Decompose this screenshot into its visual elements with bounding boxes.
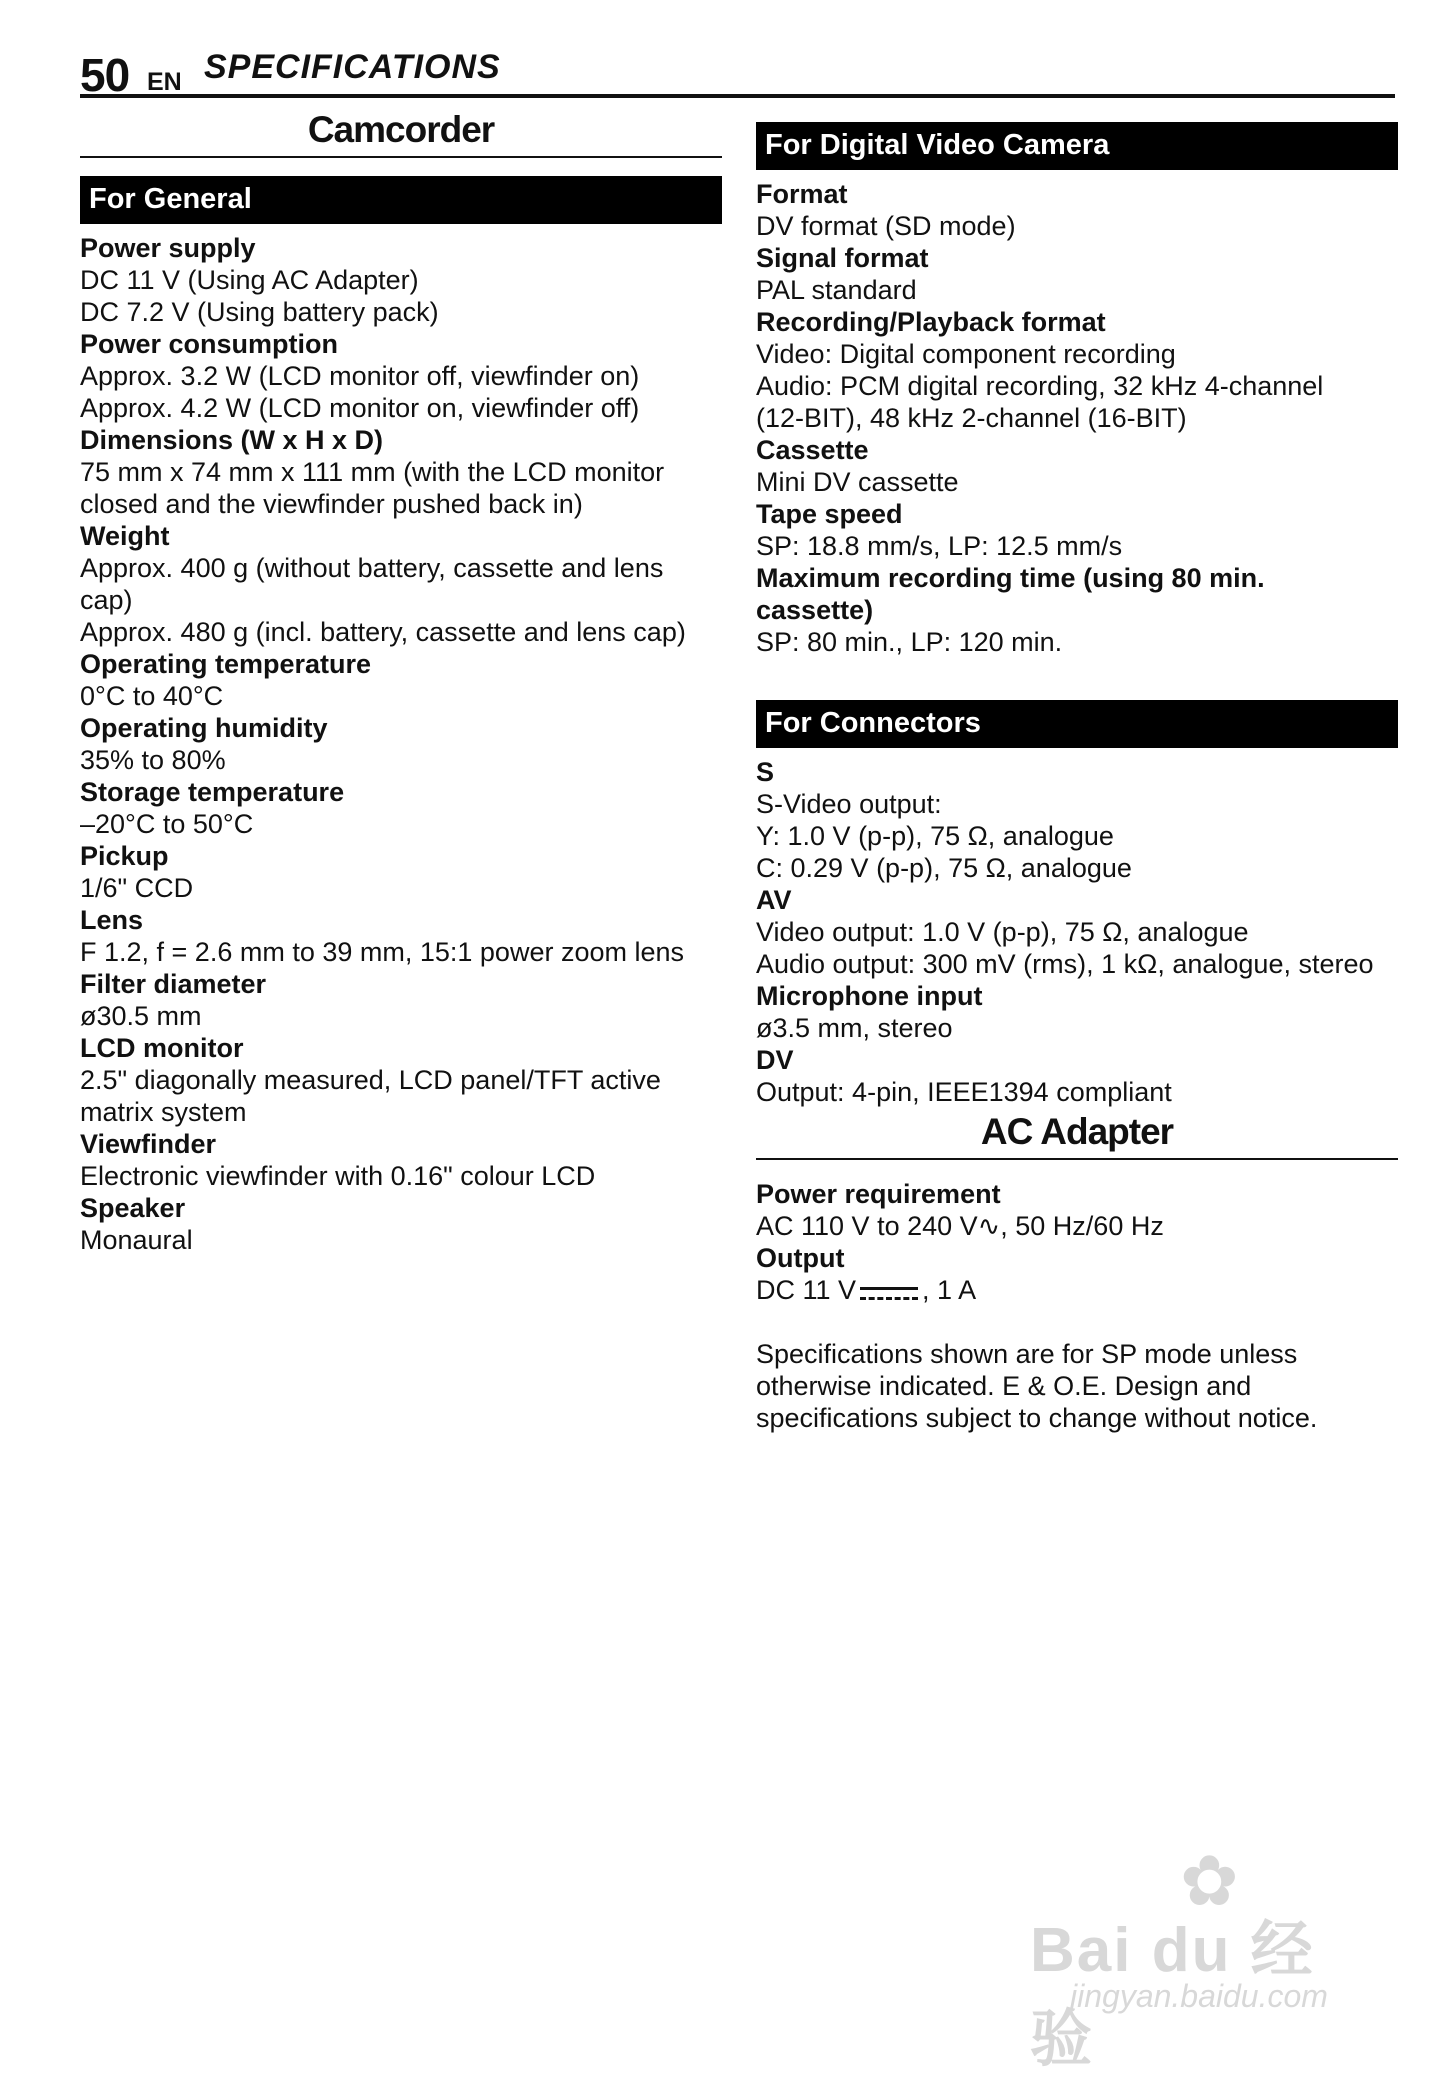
spec-value: SP: 80 min., LP: 120 min. (756, 627, 1063, 657)
spec-item (756, 434, 1398, 498)
spec-label: Maximum recording time (using 80 min. (756, 563, 1265, 593)
spec-value: F 1.2, f = 2.6 mm to 39 mm, 15:1 power zoom lens (80, 937, 685, 967)
right-column (756, 122, 1398, 1434)
note-line: specifications subject to change without notice. (756, 1403, 1318, 1433)
spec-power-requirement (756, 1178, 1398, 1242)
ac-adapter-title: AC Adapter (980, 1111, 1174, 1152)
spec-label: Power supply (80, 233, 256, 263)
spec-value: closed and the viewfinder pushed back in) (80, 489, 583, 519)
spec-label: Operating temperature (80, 649, 372, 679)
output-suffix: , 1 A (922, 1275, 977, 1305)
page-number: 50 (80, 49, 130, 101)
baidu-watermark (1030, 1840, 1370, 2074)
watermark-brand: Bai du 经验 (1030, 1916, 1315, 2074)
spec-value: DC 11 V (Using AC Adapter) (80, 265, 419, 295)
spec-item (80, 1032, 722, 1128)
output-prefix: DC 11 V (756, 1275, 857, 1305)
spec-value: Y: 1.0 V (p-p), 75 Ω, analogue (756, 821, 1114, 851)
spec-label: AV (756, 885, 792, 915)
band-for-digital-video-camera: For Digital Video Camera (756, 122, 1398, 170)
note-line: Specifications shown are for SP mode unless (756, 1339, 1298, 1369)
connectors-spec-list (756, 756, 1398, 1108)
spec-label: Speaker (80, 1193, 186, 1223)
spec-label: Format (756, 179, 848, 209)
spec-item (756, 1044, 1398, 1108)
spec-value: (12-BIT), 48 kHz 2-channel (16-BIT) (756, 403, 1187, 433)
spec-value: SP: 18.8 mm/s, LP: 12.5 mm/s (756, 531, 1123, 561)
spec-item (756, 242, 1398, 306)
spec-value: matrix system (80, 1097, 247, 1127)
spec-value: Mini DV cassette (756, 467, 959, 497)
spec-label: Weight (80, 521, 170, 551)
spec-item (756, 498, 1398, 562)
spec-value: 0°C to 40°C (80, 681, 224, 711)
ac-adapter-title-block (756, 1108, 1398, 1160)
digital-video-spec-list (756, 178, 1398, 658)
spec-value: DC 7.2 V (Using battery pack) (80, 297, 439, 327)
spec-value: Approx. 480 g (incl. battery, cassette and lens cap) (80, 617, 686, 647)
spec-item (756, 756, 1398, 884)
spec-value: cap) (80, 585, 133, 615)
spec-label: DV (756, 1045, 794, 1075)
spec-label: S (756, 757, 775, 787)
spec-item (80, 1192, 722, 1256)
spec-value: 1/6" CCD (80, 873, 194, 903)
spec-label: Operating humidity (80, 713, 328, 743)
spec-item (80, 424, 722, 520)
spec-label: Microphone input (756, 981, 983, 1011)
spec-label: Signal format (756, 243, 929, 273)
spec-item (80, 840, 722, 904)
spec-value: 2.5" diagonally measured, LCD panel/TFT active (80, 1065, 661, 1095)
running-title: SPECIFICATIONS (204, 48, 501, 86)
camcorder-title-block (80, 106, 722, 158)
spec-output (756, 1242, 1398, 1306)
spec-value: Monaural (80, 1225, 193, 1255)
spec-value: –20°C to 50°C (80, 809, 254, 839)
spec-value: C: 0.29 V (p-p), 75 Ω, analogue (756, 853, 1132, 883)
disclaimer-note (756, 1338, 1398, 1434)
spec-value: DV format (SD mode) (756, 211, 1016, 241)
spec-item (80, 712, 722, 776)
page-header (80, 44, 1395, 101)
spec-item (80, 968, 722, 1032)
left-column (80, 106, 722, 1256)
spec-value: Approx. 400 g (without battery, cassette and lens (80, 553, 664, 583)
spec-value: PAL standard (756, 275, 917, 305)
spec-value: 35% to 80% (80, 745, 226, 775)
spec-label: LCD monitor (80, 1033, 244, 1063)
spec-label: cassette) (756, 595, 874, 625)
spec-item (756, 562, 1398, 658)
watermark-url: jingyan.baidu.com (1070, 1978, 1328, 2014)
spec-value: Electronic viewfinder with 0.16" colour LCD (80, 1161, 596, 1191)
spec-label: Pickup (80, 841, 169, 871)
spec-label: Cassette (756, 435, 869, 465)
spec-label: Storage temperature (80, 777, 345, 807)
language-code: EN (147, 68, 182, 96)
spec-value: AC 110 V to 240 V∿, 50 Hz/60 Hz (756, 1211, 1164, 1241)
spec-label: Viewfinder (80, 1129, 217, 1159)
spec-item (80, 648, 722, 712)
spec-value: Approx. 4.2 W (LCD monitor on, viewfinder off) (80, 393, 640, 423)
spec-item (80, 232, 722, 328)
band-for-general: For General (80, 176, 722, 224)
spec-label: Dimensions (W x H x D) (80, 425, 384, 455)
spec-value: Audio: PCM digital recording, 32 kHz 4-channel (756, 371, 1324, 401)
spec-value: Video: Digital component recording (756, 339, 1176, 369)
spec-item (80, 904, 722, 968)
spec-value (756, 1274, 1398, 1306)
spec-value: S-Video output: (756, 789, 942, 819)
note-line: otherwise indicated. E & O.E. Design and (756, 1371, 1252, 1401)
spec-value: 75 mm x 74 mm x 111 mm (with the LCD monitor (80, 457, 665, 487)
paw-logo-icon: ✿ (1180, 1842, 1239, 1920)
spec-label: Lens (80, 905, 144, 935)
spec-label: Power consumption (80, 329, 339, 359)
spec-item (756, 884, 1398, 980)
spec-label: Tape speed (756, 499, 903, 529)
spec-value: Approx. 3.2 W (LCD monitor off, viewfinder on) (80, 361, 640, 391)
spec-label: Output (756, 1243, 845, 1273)
spec-label: Recording/Playback format (756, 307, 1106, 337)
spec-value: Video output: 1.0 V (p-p), 75 Ω, analogue (756, 917, 1249, 947)
camcorder-title: Camcorder (307, 109, 495, 150)
spec-item (756, 178, 1398, 242)
spec-item (80, 520, 722, 648)
spec-value: ø30.5 mm (80, 1001, 202, 1031)
spec-item (80, 328, 722, 424)
spec-label: Power requirement (756, 1179, 1001, 1209)
spec-value: ø3.5 mm, stereo (756, 1013, 953, 1043)
spec-item (80, 1128, 722, 1192)
dc-symbol-icon (860, 1281, 918, 1303)
general-spec-list (80, 232, 722, 1256)
spec-value: Output: 4-pin, IEEE1394 compliant (756, 1077, 1172, 1107)
band-for-connectors: For Connectors (756, 700, 1398, 748)
spec-item (80, 776, 722, 840)
spec-item (756, 980, 1398, 1044)
spec-item (756, 306, 1398, 434)
spec-value: Audio output: 300 mV (rms), 1 kΩ, analogue, stereo (756, 949, 1374, 979)
spec-label: Filter diameter (80, 969, 267, 999)
